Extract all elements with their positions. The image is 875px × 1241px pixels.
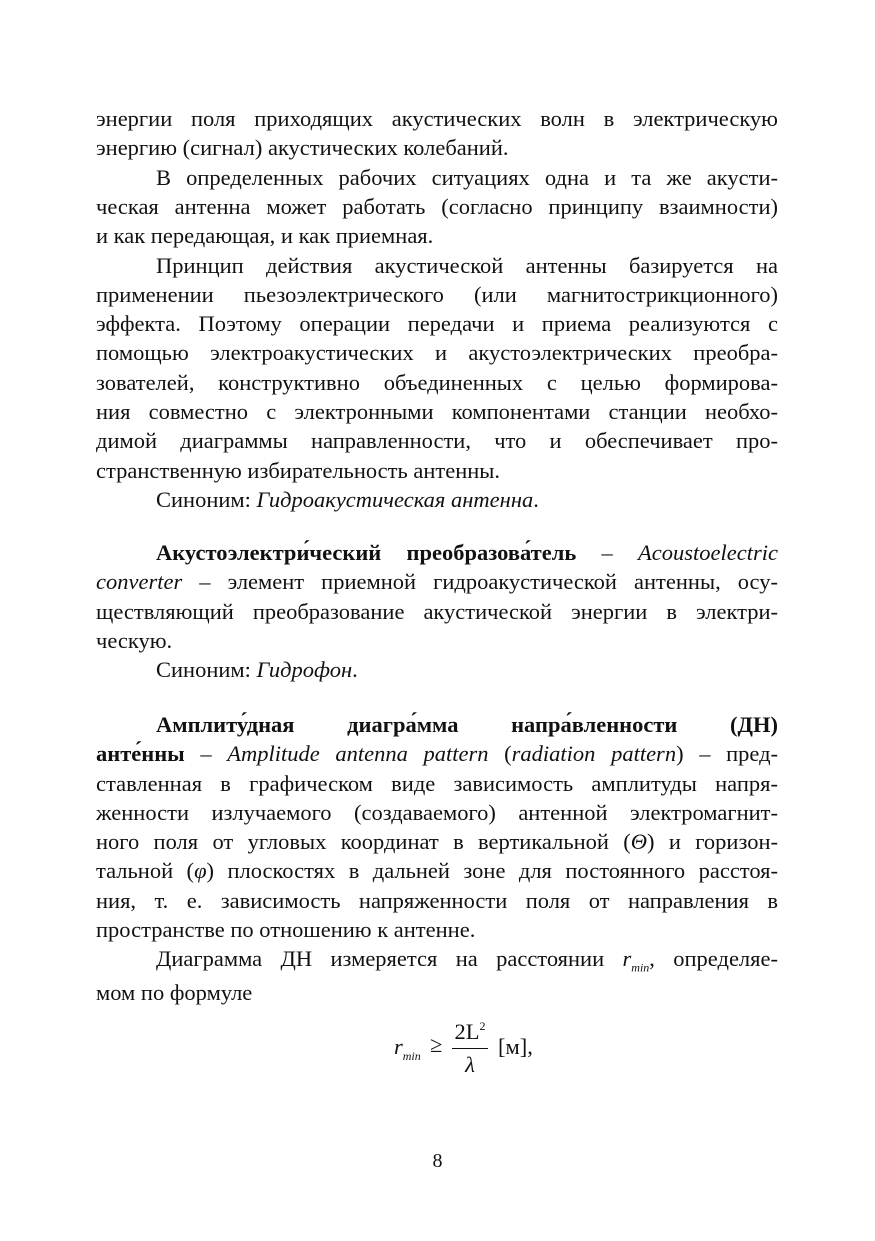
text-line: ческую. bbox=[96, 627, 173, 653]
fraction-bar bbox=[452, 1048, 488, 1049]
formula-lhs: $r_{min}$ bbox=[394, 1034, 421, 1063]
text-line: применении пьезоэлектрического (или магнитострикционного) bbox=[96, 281, 778, 307]
synonym-line bbox=[96, 485, 778, 514]
page-number: 8 bbox=[432, 1150, 443, 1172]
text-line: ческая антенна может работать (согласно принципу взаимности) bbox=[96, 193, 778, 219]
formula-denominator: λ bbox=[465, 1052, 475, 1077]
glossary-entry-amplitude-pattern bbox=[96, 710, 778, 1008]
text-line: ного поля от угловых координат в вертикальной (Θ) и горизон- bbox=[96, 829, 778, 855]
paragraph-continuation bbox=[96, 104, 778, 163]
synonym: Синоним: Гидроакустическая антенна. bbox=[156, 486, 539, 512]
formula-relation: ≥ bbox=[430, 1032, 443, 1057]
text-line: пространстве по отношению к антенне. bbox=[96, 917, 476, 943]
text-line: энергию (сигнал) акустических колебаний. bbox=[96, 135, 509, 161]
entry-term-en: Acoustoelectric bbox=[638, 540, 778, 565]
text-line: ставленная в графическом виде зависимость амплитуды напря- bbox=[96, 770, 778, 796]
text-line: энергии поля приходящих акустических волн в электрическую bbox=[96, 106, 778, 131]
text-line: димой диаграммы направленности, что и обеспечивает про- bbox=[96, 428, 778, 454]
formula-unit: [м], bbox=[498, 1034, 533, 1059]
text-line: помощью электроакустических и акустоэлектрических преобра- bbox=[96, 340, 778, 366]
synonym: Синоним: Гидрофон. bbox=[156, 657, 358, 683]
text-line: Диаграмма ДН измеряется на расстоянии $r_{min}$, определяе- bbox=[156, 946, 778, 975]
glossary-entry-acoustoelectric-converter bbox=[96, 538, 778, 684]
text-line: ния, т. е. зависимость напряженности поля от направления в bbox=[96, 887, 778, 913]
entry-term-en: Amplitude antenna pattern bbox=[227, 741, 489, 767]
paragraph-reciprocity bbox=[96, 163, 778, 251]
entry-heading-line: Амплиту́дная диагра́мма напра́вленности (ДН) bbox=[156, 712, 778, 737]
text-line: женности излучаемого (создаваемого) антенной электромагнит- bbox=[96, 799, 778, 825]
text-line: и как передающая, и как приемная. bbox=[96, 223, 434, 249]
entry-term: анте́нны bbox=[96, 741, 185, 767]
text-line: мом по формуле bbox=[96, 980, 253, 1006]
paragraph-principle bbox=[96, 251, 778, 485]
formula-numerator: $2L^2$ bbox=[454, 1019, 486, 1044]
text-line: converter – элемент приемной гидроакустической антенны, осу- bbox=[96, 569, 778, 595]
formula-fraction bbox=[452, 1012, 488, 1079]
entry-heading-line: анте́нны – Amplitude antenna pattern (radiation pattern) – пред- bbox=[96, 741, 779, 767]
entry-heading-line: Акустоэлектри́ческий преобразова́тель – Acoustoelectric bbox=[156, 540, 778, 565]
text-line: ществляющий преобразование акустической энергии в электри- bbox=[96, 598, 778, 624]
text-line: В определенных рабочих ситуациях одна и та же акусти- bbox=[156, 164, 778, 190]
text-line: тальной (φ) плоскостях в дальней зоне для постоянного расстоя- bbox=[96, 858, 779, 884]
text-line: зователей, конструктивно объединенных с целью формирова- bbox=[96, 369, 778, 395]
text-line: Принцип действия акустической антенны базируется на bbox=[156, 252, 778, 278]
text-line: странственную избирательность антенны. bbox=[96, 457, 501, 483]
text-line: эффекта. Поэтому операции передачи и приема реализуются с bbox=[96, 311, 778, 337]
text-line: ния совместно с электронными компонентами станции необхо- bbox=[96, 398, 778, 424]
entry-term: Акустоэлектри́ческий преобразова́тель bbox=[156, 540, 577, 565]
